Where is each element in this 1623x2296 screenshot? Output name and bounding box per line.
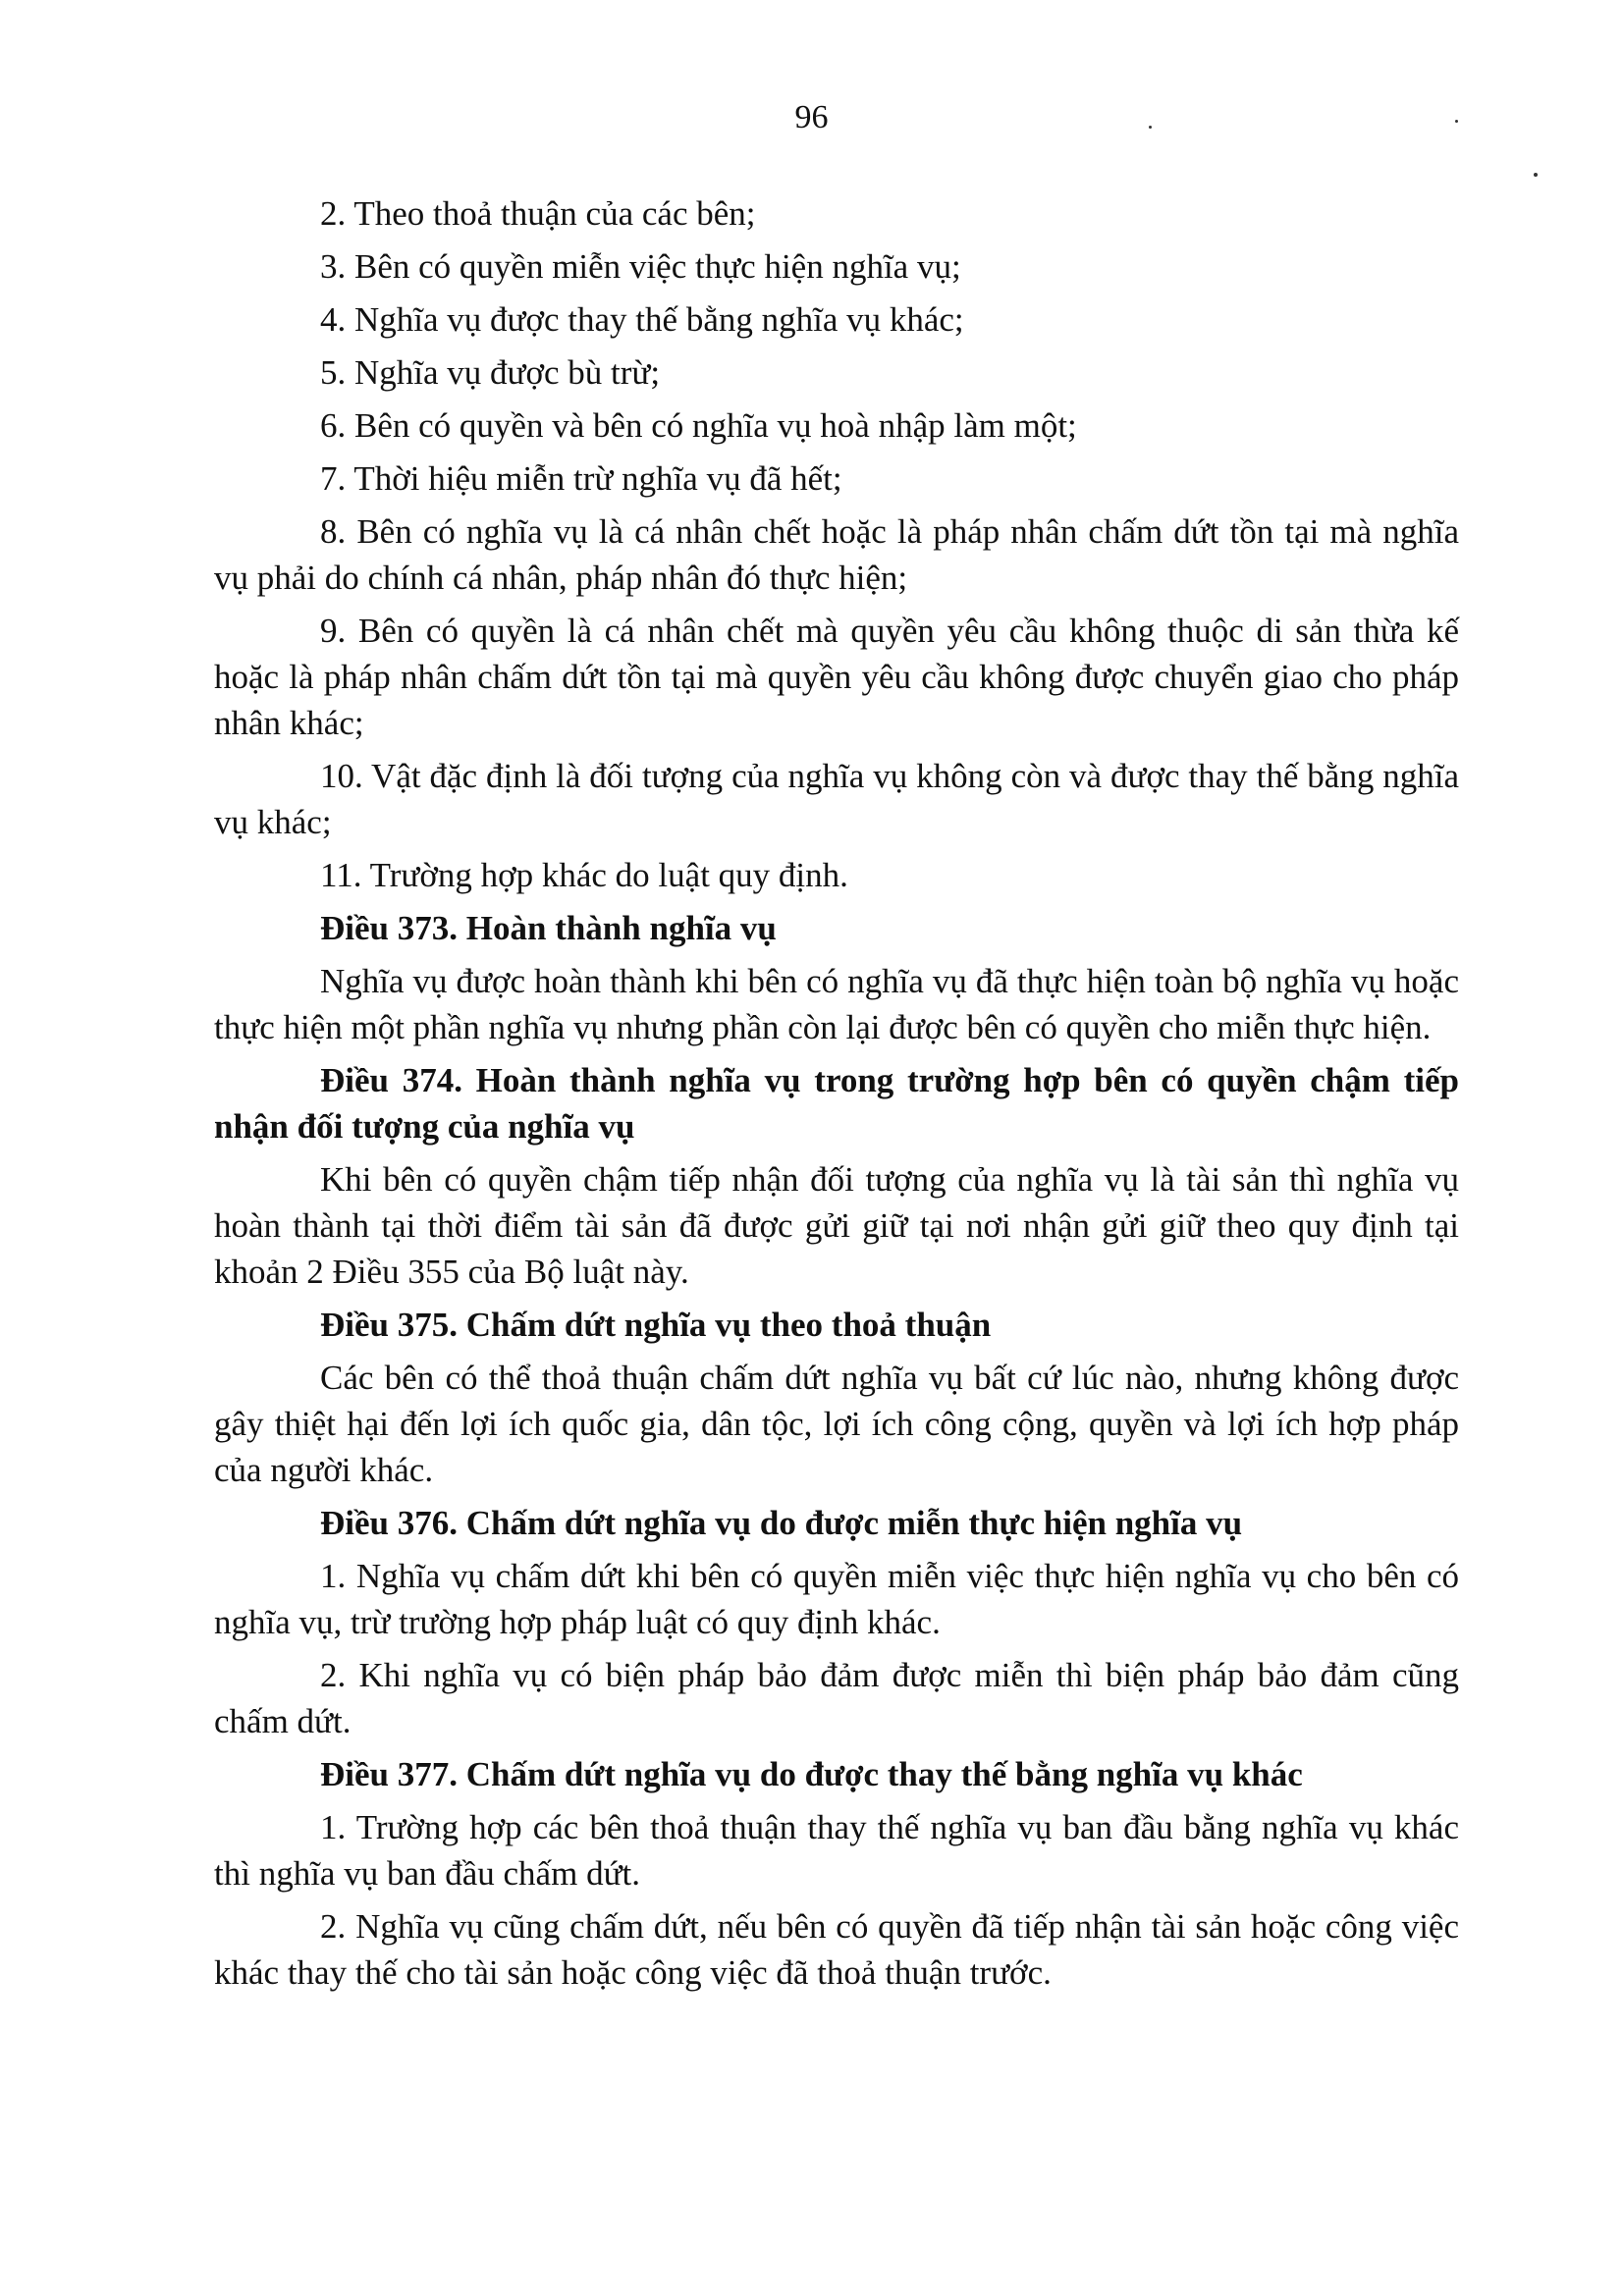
paragraph: 3. Bên có quyền miễn việc thực hiện nghĩa vụ; (320, 247, 961, 286)
article-heading: Điều 376. Chấm dứt nghĩa vụ do được miễn thực hiện nghĩa vụ (320, 1504, 1243, 1542)
paragraph: Khi bên có quyền chậm tiếp nhận đối tượng của nghĩa vụ là tài sản thì nghĩa vụ hoàn thành tại thời điểm tài sản đã được gửi giữ tại nơi nhận gửi giữ theo quy định tại khoản 2 Điều 355 của Bộ luật này. (214, 1160, 1459, 1291)
paragraph: 2. Theo thoả thuận của các bên; (320, 194, 756, 233)
scan-speck (1149, 126, 1152, 129)
paragraph: 7. Thời hiệu miễn trừ nghĩa vụ đã hết; (320, 459, 842, 498)
paragraph: 10. Vật đặc định là đối tượng của nghĩa vụ không còn và được thay thế bằng nghĩa vụ khác; (214, 757, 1459, 841)
paragraph: 4. Nghĩa vụ được thay thế bằng nghĩa vụ khác; (320, 300, 964, 339)
paragraph: 2. Khi nghĩa vụ có biện pháp bảo đảm được miễn thì biện pháp bảo đảm cũng chấm dứt. (214, 1656, 1459, 1740)
article-heading: Điều 375. Chấm dứt nghĩa vụ theo thoả thuận (320, 1306, 992, 1344)
paragraph: Các bên có thể thoả thuận chấm dứt nghĩa vụ bất cứ lúc nào, nhưng không được gây thiệt hại đến lợi ích quốc gia, dân tộc, lợi ích công cộng, quyền và lợi ích hợp pháp của người khác. (214, 1359, 1459, 1489)
article-heading: Điều 373. Hoàn thành nghĩa vụ (320, 909, 777, 947)
paragraph: 11. Trường hợp khác do luật quy định. (320, 856, 848, 894)
paragraph: 1. Trường hợp các bên thoả thuận thay thế nghĩa vụ ban đầu bằng nghĩa vụ khác thì nghĩa vụ ban đầu chấm dứt. (214, 1808, 1459, 1893)
paragraph: 6. Bên có quyền và bên có nghĩa vụ hoà nhập làm một; (320, 406, 1077, 445)
paragraph: 2. Nghĩa vụ cũng chấm dứt, nếu bên có quyền đã tiếp nhận tài sản hoặc công việc khác thay thế cho tài sản hoặc công việc đã thoả thuận trước. (214, 1907, 1459, 1992)
article-heading: Điều 374. Hoàn thành nghĩa vụ trong trường hợp bên có quyền chậm tiếp nhận đối tượng của nghĩa vụ (214, 1061, 1459, 1146)
paragraph: 9. Bên có quyền là cá nhân chết mà quyền yêu cầu không thuộc di sản thừa kế hoặc là pháp nhân chấm dứt tồn tại mà quyền yêu cầu không được chuyển giao cho pháp nhân khác; (214, 612, 1459, 742)
paragraph: 1. Nghĩa vụ chấm dứt khi bên có quyền miễn việc thực hiện nghĩa vụ cho bên có nghĩa vụ, trừ trường hợp pháp luật có quy định khác. (214, 1557, 1459, 1641)
scan-speck (1534, 173, 1538, 177)
paragraph: 5. Nghĩa vụ được bù trừ; (320, 353, 661, 392)
page-number: 96 (794, 99, 829, 135)
document-body (214, 190, 1459, 2002)
article-heading: Điều 377. Chấm dứt nghĩa vụ do được thay thế bằng nghĩa vụ khác (320, 1755, 1303, 1793)
scan-speck (1455, 120, 1458, 123)
paragraph: Nghĩa vụ được hoàn thành khi bên có nghĩa vụ đã thực hiện toàn bộ nghĩa vụ hoặc thực hiện một phần nghĩa vụ nhưng phần còn lại được bên có quyền cho miễn thực hiện. (214, 962, 1459, 1046)
paragraph: 8. Bên có nghĩa vụ là cá nhân chết hoặc là pháp nhân chấm dứt tồn tại mà nghĩa vụ phải do chính cá nhân, pháp nhân đó thực hiện; (214, 512, 1459, 597)
